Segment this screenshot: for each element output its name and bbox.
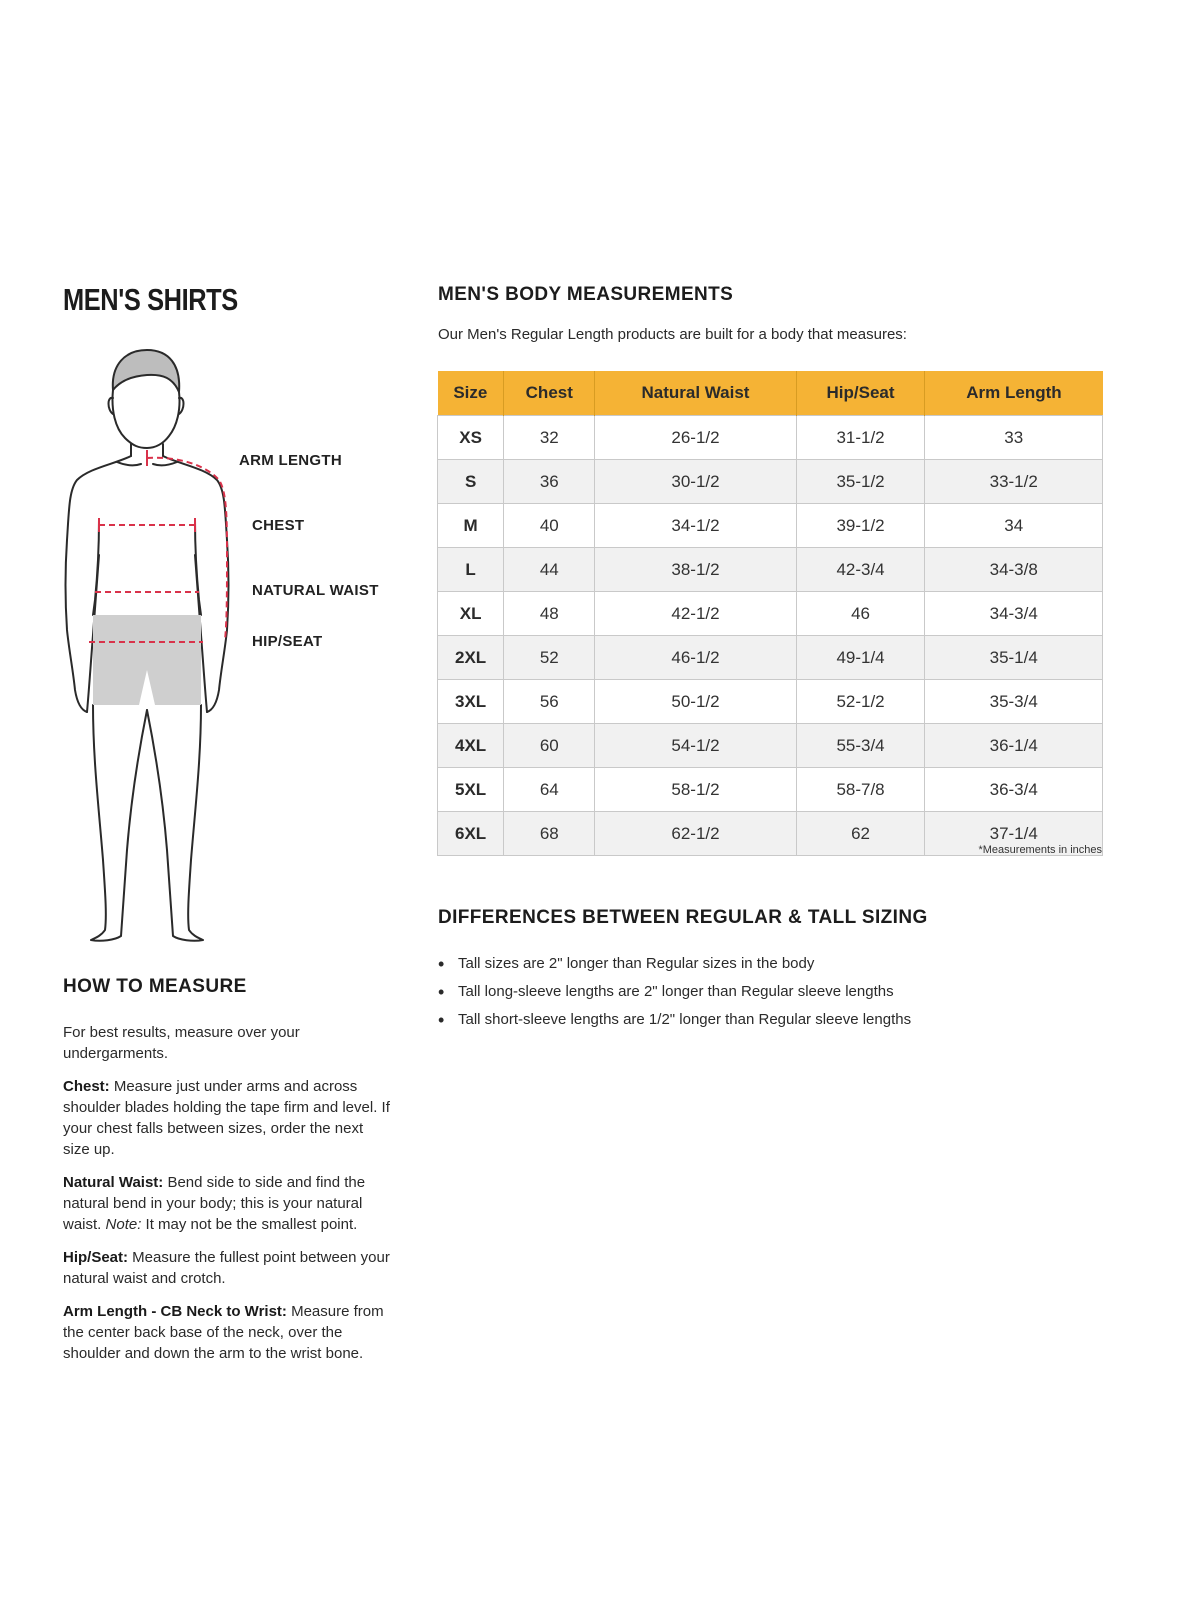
table-row [438, 636, 1103, 680]
size-cell: S [438, 460, 504, 504]
how-to-hip: Hip/Seat: Measure the fullest point between your natural waist and crotch. [63, 1249, 390, 1287]
table-cell: 33-1/2 [925, 460, 1103, 504]
table-cell: 62-1/2 [595, 812, 796, 856]
table-row [438, 548, 1103, 592]
how-to-chest: Chest: Measure just under arms and across shoulder blades holding the tape firm and level. If your chest falls between sizes, order the next size up. [63, 1078, 390, 1158]
differences-heading: DIFFERENCES BETWEEN REGULAR & TALL SIZING [438, 907, 928, 928]
body-measurement-figure [55, 340, 405, 960]
list-item: • Tall long-sleeve lengths are 2" longer than Regular sleeve lengths [438, 980, 911, 1008]
size-cell: XL [438, 592, 504, 636]
how-to-waist: Natural Waist: Bend side to side and find the natural bend in your body; this is your natural waist. Note: It may not be the smallest point. [63, 1174, 366, 1233]
table-row [438, 460, 1103, 504]
table-row [438, 680, 1103, 724]
table-cell: 32 [504, 416, 595, 460]
table-cell: 60 [504, 724, 595, 768]
table-cell: 40 [504, 504, 595, 548]
col-chest: Chest [504, 371, 595, 416]
table-cell: 44 [504, 548, 595, 592]
table-row [438, 592, 1103, 636]
size-cell: 2XL [438, 636, 504, 680]
page-title: MEN'S SHIRTS [63, 282, 238, 317]
label-natural-waist: NATURAL WAIST [252, 582, 379, 599]
table-cell: 58-1/2 [595, 768, 796, 812]
col-size: Size [438, 371, 504, 416]
table-cell: 39-1/2 [796, 504, 925, 548]
table-cell: 46-1/2 [595, 636, 796, 680]
table-row [438, 416, 1103, 460]
table-cell: 48 [504, 592, 595, 636]
size-table [437, 371, 1103, 856]
size-cell: 4XL [438, 724, 504, 768]
size-cell: XS [438, 416, 504, 460]
table-cell: 42-1/2 [595, 592, 796, 636]
body-measurements-heading: MEN'S BODY MEASUREMENTS [438, 284, 734, 305]
table-cell: 52-1/2 [796, 680, 925, 724]
size-cell: 6XL [438, 812, 504, 856]
table-cell: 33 [925, 416, 1103, 460]
label-chest: CHEST [252, 517, 305, 534]
list-item: • Tall sizes are 2" longer than Regular sizes in the body [438, 952, 911, 980]
table-cell: 52 [504, 636, 595, 680]
table-cell: 31-1/2 [796, 416, 925, 460]
table-cell: 49-1/4 [796, 636, 925, 680]
table-cell: 55-3/4 [796, 724, 925, 768]
table-cell: 35-1/4 [925, 636, 1103, 680]
table-cell: 36-3/4 [925, 768, 1103, 812]
table-cell: 37-1/4 [925, 812, 1103, 856]
table-cell: 34-3/4 [925, 592, 1103, 636]
how-to-intro: For best results, measure over your undergarments. [63, 1024, 300, 1062]
table-cell: 50-1/2 [595, 680, 796, 724]
size-cell: 5XL [438, 768, 504, 812]
how-to-arm: Arm Length - CB Neck to Wrist: Measure from the center back base of the neck, over the shoulder and down the arm to the wrist bone. [63, 1303, 384, 1362]
table-cell: 34-1/2 [595, 504, 796, 548]
body-outline-icon [55, 340, 405, 960]
size-table-header [438, 371, 1103, 416]
table-cell: 64 [504, 768, 595, 812]
table-cell: 26-1/2 [595, 416, 796, 460]
label-arm-length: ARM LENGTH [239, 452, 342, 469]
table-cell: 42-3/4 [796, 548, 925, 592]
table-cell: 54-1/2 [595, 724, 796, 768]
list-item: • Tall short-sleeve lengths are 1/2" longer than Regular sleeve lengths [438, 1008, 911, 1036]
table-cell: 68 [504, 812, 595, 856]
table-cell: 34-3/8 [925, 548, 1103, 592]
table-cell: 38-1/2 [595, 548, 796, 592]
table-cell: 36-1/4 [925, 724, 1103, 768]
col-arm-length: Arm Length [925, 371, 1103, 416]
table-cell: 56 [504, 680, 595, 724]
table-cell: 30-1/2 [595, 460, 796, 504]
table-cell: 35-1/2 [796, 460, 925, 504]
table-cell: 58-7/8 [796, 768, 925, 812]
table-cell: 35-3/4 [925, 680, 1103, 724]
differences-list [438, 952, 911, 1036]
table-row [438, 768, 1103, 812]
table-row [438, 504, 1103, 548]
size-cell: 3XL [438, 680, 504, 724]
how-to-measure-text [63, 1022, 393, 1376]
size-cell: M [438, 504, 504, 548]
table-cell: 62 [796, 812, 925, 856]
body-measurements-intro: Our Men's Regular Length products are built for a body that measures: [438, 326, 907, 343]
how-to-measure-heading: HOW TO MEASURE [63, 976, 247, 997]
table-cell: 34 [925, 504, 1103, 548]
table-cell: 36 [504, 460, 595, 504]
table-row [438, 724, 1103, 768]
measurement-footnote: *Measurements in inches [978, 844, 1102, 856]
size-cell: L [438, 548, 504, 592]
label-hip-seat: HIP/SEAT [252, 633, 323, 650]
table-cell: 46 [796, 592, 925, 636]
col-natural-waist: Natural Waist [595, 371, 796, 416]
col-hip-seat: Hip/Seat [796, 371, 925, 416]
